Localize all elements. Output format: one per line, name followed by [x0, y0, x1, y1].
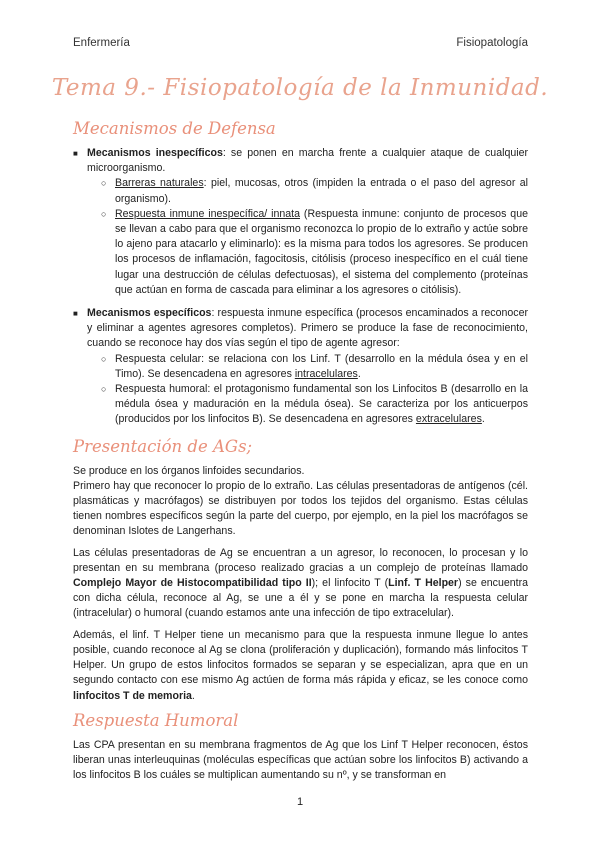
- text-barreras: : piel, mucosas, otros (impiden la entrada o el paso del agresor al organismo).: [115, 177, 529, 205]
- header-left: Enfermería: [73, 37, 130, 49]
- page-number: 1: [296, 796, 304, 808]
- paragraph-humoral-1: Las CPA presentan en su membrana fragmentos de Ag que los Linf T Helper reconocen, éstos liberan unas interleuquinas (moléculas específicas que actúan sobre los linfocitos B) activando a los linfocitos B los cuáles se multiplican aumentando su nº, y se transforman en: [73, 738, 528, 782]
- sublist-item-innata: [87, 207, 528, 298]
- term-inespecificos: Mecanismos inespecíficos: [87, 147, 223, 159]
- term-extracelulares: extracelulares: [415, 413, 482, 426]
- text-p4-a: Además, el linf. T Helper tiene un mecanismo para que la respuesta inmune llegue lo antes posible, cuando reconoce al Ag se clona (proliferación y duplicación), formando más linfocitos T Helper. Un grupo de estos linfocitos formados se separan y se especializan, apra que en un segundo contacto con ese mismo Ag actúen de forma más rápida y eficaz, se les conoce como: [73, 628, 528, 687]
- term-intracelulares: intracelulares: [294, 367, 358, 380]
- term-barreras: Barreras naturales: [115, 177, 204, 190]
- page-title: Tema 9.- Fisiopatología de la Inmunidad.: [51, 75, 549, 101]
- text-innata: (Respuesta inmune: conjunto de procesos que se llevan a cabo para que el organismo reconozca lo propio de lo extraño y actúe sobre lo ajeno para atacarlo y eliminarlo): es la misma para todos los agresores. Se producen los procesos de inflamación, fagocitosis, citólisis (proceso inespecífico en el cuál tiene lugar una destrucción de células defectuosas), el sistema del complemento (proteínas que actúan en forma de cascada para eliminar a los agresores o citólisis).: [115, 207, 528, 296]
- section-heading-mecanismos: Mecanismos de Defensa: [73, 119, 276, 138]
- sublist-item-barreras: [87, 176, 528, 206]
- header-right: Fisiopatología: [456, 37, 528, 49]
- paragraph-presentacion-4: [73, 628, 528, 704]
- text-celular-end: .: [357, 367, 361, 380]
- term-especificos: Mecanismos específicos: [87, 307, 212, 320]
- sublist-especificos: [87, 352, 528, 428]
- paragraph-presentacion-2: Primero hay que reconocer lo propio de lo extraño. Las células presentadoras de antígenos (cél. plasmáticas y macrófagos) se distribuyen por todos los tejidos del organismo. Estas células tienen nombres específicos según la parte del cuerpo, por ejemplo, en la piel los macrófagos se denominan Islotes de Langerhans.: [73, 479, 528, 538]
- sublist-inespecificos: [87, 176, 528, 298]
- text-inespecificos: : se ponen en marcha frente a cualquier ataque de cualquier microorganismo.: [87, 147, 528, 175]
- text-p4-c: .: [191, 689, 195, 702]
- text-celular: Respuesta celular: se relaciona con los Linf. T (desarrollo en la médula ósea y en el Timo). Se desencadena en agresores: [115, 352, 528, 380]
- document-body: [73, 118, 528, 789]
- term-t-memoria: linfocitos T de memoria: [73, 689, 192, 702]
- text-humoral-end: .: [481, 413, 485, 426]
- text-especificos: : respuesta inmune específica (procesos encaminados a reconocer y eliminar a agentes agresores completos). Primero se produce la fase de reconocimiento, cuando se reconoce hay dos vías según el tipo de agente agresor:: [87, 307, 528, 350]
- term-innata: Respuesta inmune inespecífica/ innata: [115, 207, 300, 220]
- sublist-item-celular: [87, 352, 528, 382]
- paragraph-presentacion-1: Se produce en los órganos linfoides secundarios.: [73, 464, 305, 477]
- sublist-item-humoral: [87, 382, 528, 428]
- text-p3-d: ) se encuentra con dicha célula, reconoce al Ag, se une a él y se pone en marcha la respuesta celular (intracelular) o humoral (cuando estamos ante una infección de tipo extracelular).: [73, 577, 529, 620]
- list-item-inespecificos: [73, 146, 528, 298]
- mechanisms-list: [73, 146, 528, 428]
- section-heading-humoral: Respuesta Humoral: [73, 710, 239, 730]
- section-heading-presentacion: Presentación de AGs;: [73, 436, 253, 456]
- term-cmh: Complejo Mayor de Histocompatibilidad tipo II: [73, 577, 312, 590]
- text-humoral: Respuesta humoral: el protagonismo fundamental son los Linfocitos B (desarrollo en la médula ósea y maduración en la médula ósea). Se caracteriza por los anticuerpos (producidos por los linfocitos B). Se desencadena en agresores: [115, 383, 528, 426]
- paragraph-presentacion-3: [73, 546, 528, 622]
- text-p3-c: ); el linfocito T (: [311, 577, 389, 590]
- term-t-helper: Linf. T Helper: [388, 577, 459, 590]
- list-item-especificos: [73, 306, 528, 428]
- text-p3-a: Las células presentadoras de Ag se encuentran a un agresor, lo reconocen, lo procesan y lo presentan en su membrana (proceso realizado gracias a un complejo de proteínas llamado: [73, 546, 528, 574]
